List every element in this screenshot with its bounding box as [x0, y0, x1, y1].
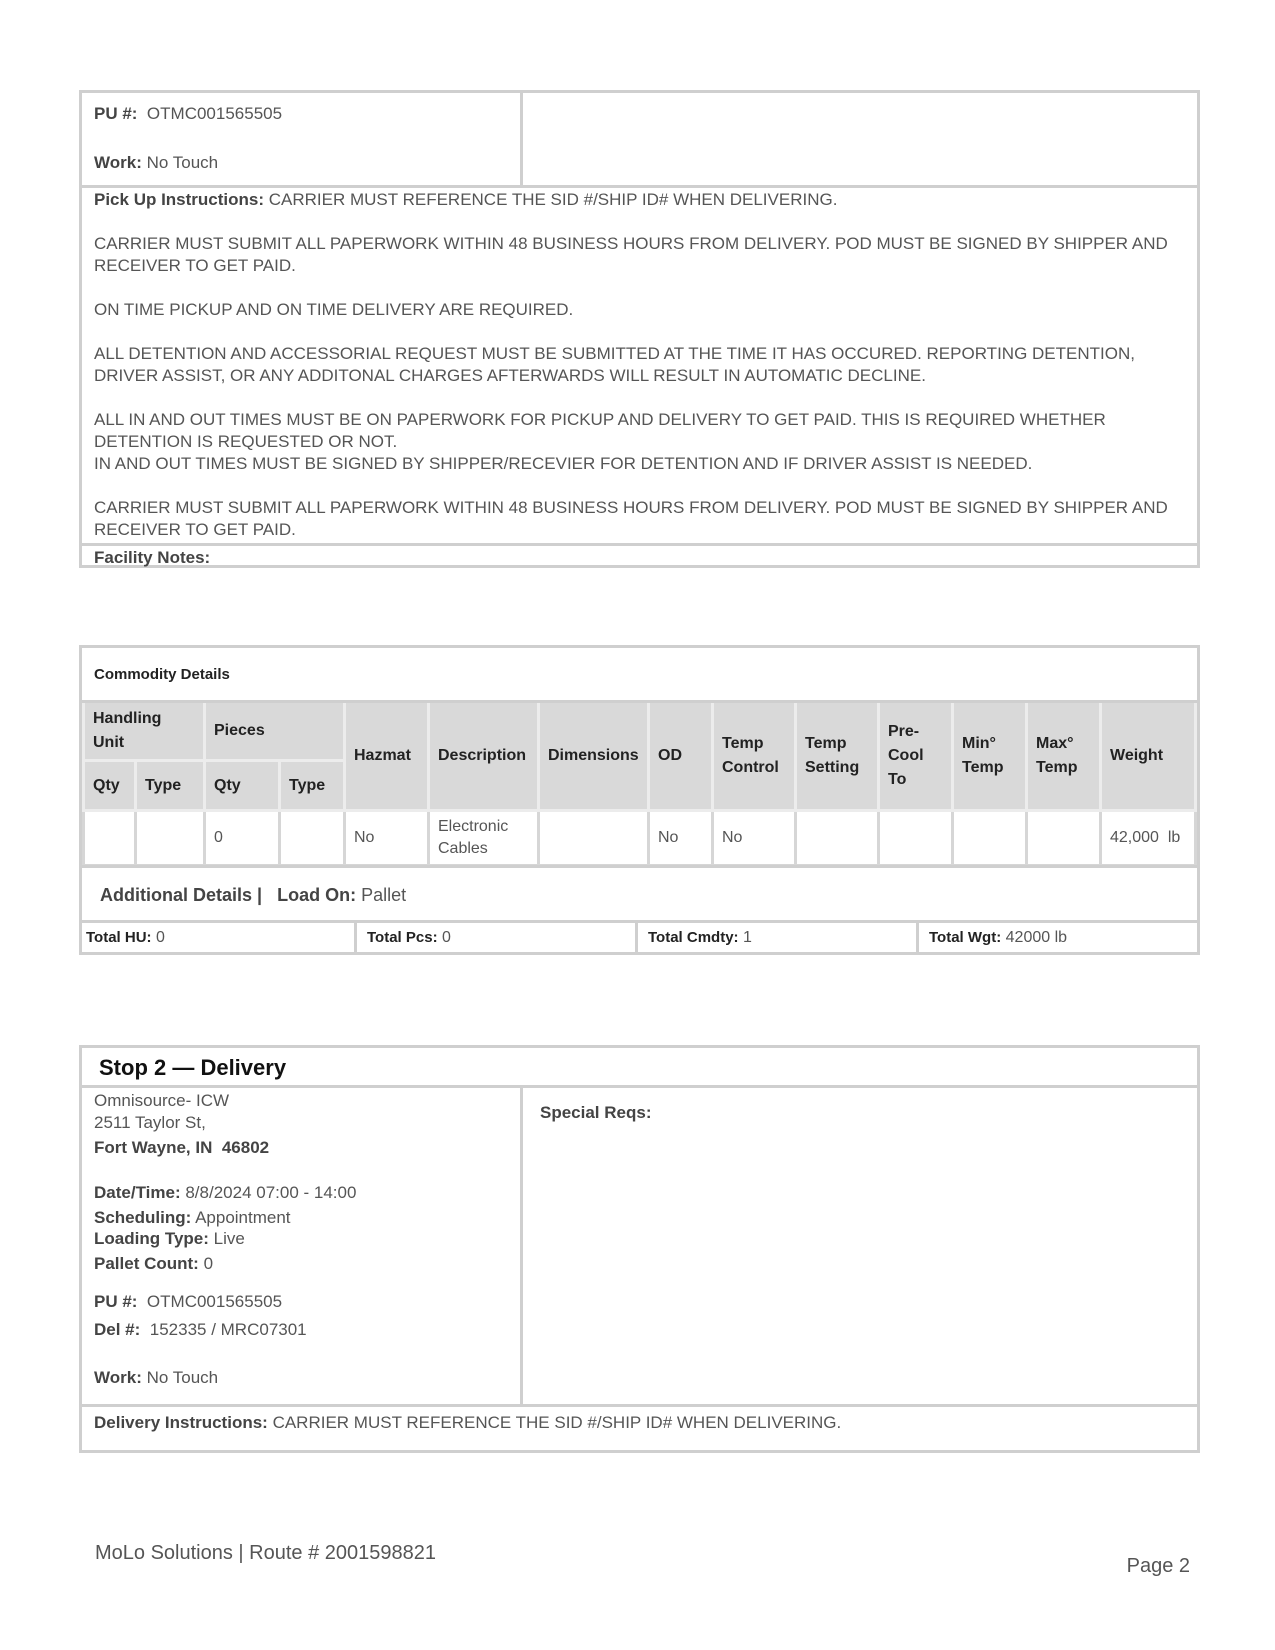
th-pre-cool: Pre-Cool To — [879, 703, 953, 811]
cell-hu-qty — [84, 811, 136, 866]
del-label: Del #: — [94, 1320, 141, 1339]
stop2-work-value: No Touch — [146, 1368, 219, 1387]
th-pieces: Pieces — [205, 703, 345, 761]
table-row — [84, 811, 1196, 866]
additional-details — [82, 865, 1197, 923]
del-number — [94, 1319, 307, 1341]
work-field — [94, 152, 218, 174]
commodity-title: Commodity Details — [82, 648, 1197, 703]
th-description: Description — [429, 703, 539, 811]
instruction-paragraph: CARRIER MUST SUBMIT ALL PAPERWORK WITHIN 48 BUSINESS HOURS FROM DELIVERY. POD MUST BE SIGNED BY SHIPPER AND RECEIVER TO GET PAID. — [94, 498, 1168, 539]
th-dimensions: Dimensions — [539, 703, 649, 811]
total-hu-label: Total HU: — [86, 929, 152, 946]
stop2-pu-label: PU #: — [94, 1292, 138, 1311]
th-temp-setting: Temp Setting — [796, 703, 879, 811]
scheduling-value: Appointment — [195, 1208, 291, 1227]
stop2-title: Stop 2 — Delivery — [82, 1048, 1197, 1088]
th-min-temp: Min° Temp — [953, 703, 1027, 811]
th-weight: Weight — [1101, 703, 1196, 811]
facility-name: Omnisource- ICW — [94, 1091, 230, 1110]
total-cmdty — [638, 923, 919, 955]
footer-route: MoLo Solutions | Route # 2001598821 — [95, 1542, 437, 1564]
special-reqs-label: Special Reqs: — [540, 1103, 652, 1122]
pickup-header-row — [82, 93, 1197, 188]
delivery-instructions — [94, 1412, 841, 1434]
th-temp-control: Temp Control — [713, 703, 796, 811]
datetime-field — [94, 1182, 356, 1204]
facility-city: Fort Wayne, IN 46802 — [94, 1138, 270, 1157]
work-value: No Touch — [146, 153, 219, 172]
total-pcs-value: 0 — [442, 929, 451, 946]
pickup-instructions-first: CARRIER MUST REFERENCE THE SID #/SHIP ID# WHEN DELIVERING. — [268, 190, 838, 209]
th-handling-unit: Handling Unit — [84, 703, 205, 761]
cell-pcs-type — [280, 811, 345, 866]
scheduling-field — [94, 1207, 291, 1229]
cell-temp-setting — [796, 811, 879, 866]
pallet-count-value: 0 — [203, 1254, 214, 1273]
cell-min-temp — [953, 811, 1027, 866]
scheduling-label: Scheduling: — [94, 1208, 192, 1227]
cell-description: Electronic Cables — [429, 811, 539, 866]
loading-type-label: Loading Type: — [94, 1229, 209, 1248]
special-reqs-cell — [523, 1088, 1197, 1407]
load-on-label: Load On: — [277, 885, 357, 905]
totals-row — [82, 923, 1197, 955]
stop2-details — [82, 1088, 523, 1407]
loading-type-value: Live — [213, 1229, 245, 1248]
instruction-paragraph: ALL IN AND OUT TIMES MUST BE ON PAPERWORK FOR PICKUP AND DELIVERY TO GET PAID. THIS IS REQUIRED WHETHER DETENTION IS REQUESTED OR NOT. — [94, 410, 1106, 451]
instruction-paragraph: CARRIER MUST SUBMIT ALL PAPERWORK WITHIN 48 BUSINESS HOURS FROM DELIVERY. POD MUST BE SIGNED BY SHIPPER AND RECEIVER TO GET PAID. — [94, 234, 1168, 275]
stop2-pu-value: OTMC001565505 — [146, 1292, 283, 1311]
total-cmdty-value: 1 — [743, 929, 752, 946]
facility-notes-label: Facility Notes: — [94, 548, 211, 567]
pu-number — [94, 103, 282, 125]
cell-dimensions — [539, 811, 649, 866]
commodity-table — [82, 703, 1197, 867]
pu-label: PU #: — [94, 104, 138, 123]
stop2-work-label: Work: — [94, 1368, 142, 1387]
total-wgt-value: 42000 lb — [1005, 929, 1068, 946]
th-hazmat: Hazmat — [345, 703, 429, 811]
pickup-section — [79, 90, 1200, 568]
pickup-instructions-label: Pick Up Instructions: — [94, 190, 265, 209]
cell-weight: 42,000 lb — [1101, 811, 1196, 866]
total-pcs — [357, 923, 638, 955]
cell-hu-type — [136, 811, 205, 866]
delivery-instructions-label: Delivery Instructions: — [94, 1413, 268, 1432]
instruction-paragraph: IN AND OUT TIMES MUST BE SIGNED BY SHIPPER/RECEVIER FOR DETENTION AND IF DRIVER ASSIST IS NEEDED. — [94, 454, 1033, 473]
cell-temp-control: No — [713, 811, 796, 866]
th-hu-qty: Qty — [84, 761, 136, 811]
cell-od: No — [649, 811, 713, 866]
th-hu-type: Type — [136, 761, 205, 811]
facility-street: 2511 Taylor St, — [94, 1113, 206, 1132]
stop2-pu-number — [94, 1291, 282, 1313]
th-od: OD — [649, 703, 713, 811]
stop2-work-field — [94, 1367, 218, 1389]
instruction-paragraph: ALL DETENTION AND ACCESSORIAL REQUEST MUST BE SUBMITTED AT THE TIME IT HAS OCCURED. REPORTING DETENTION, DRIVER ASSIST, OR ANY ADDITONAL CHARGES AFTERWARDS WILL RESULT IN AUTOMATIC DECLINE. — [94, 344, 1135, 385]
total-wgt-label: Total Wgt: — [929, 929, 1002, 946]
datetime-label: Date/Time: — [94, 1183, 181, 1202]
th-max-temp: Max° Temp — [1027, 703, 1101, 811]
cell-pre-cool — [879, 811, 953, 866]
pallet-count-label: Pallet Count: — [94, 1254, 199, 1273]
page-number: Page 2 — [1126, 1555, 1190, 1577]
cell-hazmat: No — [345, 811, 429, 866]
total-hu — [82, 923, 357, 955]
instruction-paragraph: ON TIME PICKUP AND ON TIME DELIVERY ARE REQUIRED. — [94, 300, 574, 319]
total-wgt — [919, 923, 1197, 955]
work-label: Work: — [94, 153, 142, 172]
total-hu-value: 0 — [156, 929, 165, 946]
th-pcs-type: Type — [280, 761, 345, 811]
cell-max-temp — [1027, 811, 1101, 866]
pallet-count-field — [94, 1253, 213, 1275]
stop2-section — [79, 1045, 1200, 1453]
commodity-section — [79, 645, 1200, 955]
th-pcs-qty: Qty — [205, 761, 280, 811]
pu-value: OTMC001565505 — [146, 104, 283, 123]
loading-type-field — [94, 1228, 245, 1250]
total-cmdty-label: Total Cmdty: — [648, 929, 739, 946]
pickup-instructions — [94, 189, 1194, 541]
del-value: 152335 / MRC07301 — [149, 1320, 307, 1339]
total-pcs-label: Total Pcs: — [367, 929, 438, 946]
facility-notes — [82, 543, 1197, 568]
delivery-instructions-value: CARRIER MUST REFERENCE THE SID #/SHIP ID# WHEN DELIVERING. — [272, 1413, 842, 1432]
cell-pcs-qty: 0 — [205, 811, 280, 866]
load-on-value: Pallet — [361, 885, 407, 905]
additional-details-label: Additional Details | — [100, 885, 263, 905]
datetime-value: 8/8/2024 07:00 - 14:00 — [185, 1183, 357, 1202]
pickup-ids-cell — [82, 93, 523, 185]
